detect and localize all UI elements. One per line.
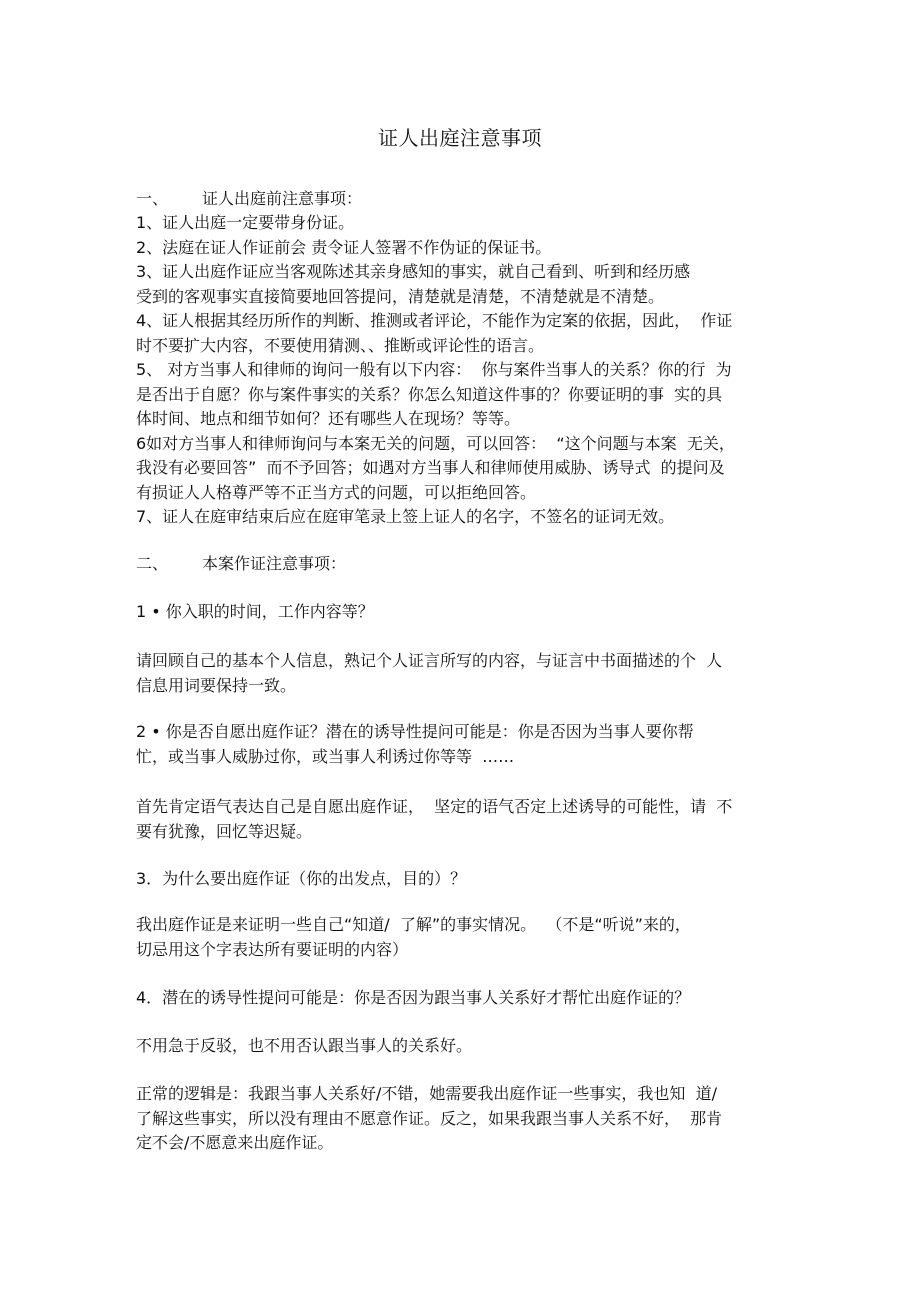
section1-line: 4、证人根据其经历所作的判断、推测或者评论，不能作为定案的依据，因此， 作证 bbox=[136, 311, 733, 330]
section1-line: 体时间、地点和细节如何？还有哪些人在现场？等等。 bbox=[136, 409, 521, 428]
question-4: 4．潜在的诱导性提问可能是：你是否因为跟当事人关系好才帮忙出庭作证的？ bbox=[136, 988, 691, 1007]
answer-4-intro: 不用急于反驳，也不用否认跟当事人的关系好。 bbox=[136, 1036, 473, 1055]
question-2-line: 2 • 你是否自愿出庭作证？潜在的诱导性提问可能是：你是否因为当事人要你帮 bbox=[136, 722, 694, 741]
question-2-line: 忙，或当事人威胁过你，或当事人利诱过你等等 …… bbox=[136, 747, 515, 766]
section1-heading-line bbox=[136, 187, 796, 211]
section1-number: 一、 bbox=[136, 189, 169, 208]
section1-line: 7、证人在庭审结束后应在庭审笔录上签上证人的名字，不签名的证词无效。 bbox=[136, 507, 675, 526]
section1-line: 5、 对方当事人和律师的询问一般有以下内容： 你与案件当事人的关系？你的行 为 bbox=[136, 360, 732, 379]
question-3: 3．为什么要出庭作证（你的出发点，目的）？ bbox=[136, 869, 467, 888]
section1-heading: 证人出庭前注意事项： bbox=[202, 189, 363, 208]
answer-4-line: 定不会/不愿意来出庭作证。 bbox=[136, 1133, 334, 1152]
document-title: 证人出庭注意事项 bbox=[378, 126, 542, 150]
section1-line: 3、证人出庭作证应当客观陈述其亲身感知的事实，就自己看到、听到和经历感 bbox=[136, 262, 691, 281]
question-1: 1 • 你入职的时间，工作内容等？ bbox=[136, 602, 374, 621]
answer-4-line: 了解这些事实，所以没有理由不愿意作证。反之，如果我跟当事人关系不好， 那肯 bbox=[136, 1109, 723, 1128]
answer-3-line: 切忌用这个字表达所有要证明的内容） bbox=[136, 940, 409, 959]
section1-line: 时不要扩大内容，不要使用猜测、、推断或评论性的语言。 bbox=[136, 336, 545, 355]
answer-1-line: 信息用词要保持一致。 bbox=[136, 676, 297, 695]
section1-line: 受到的客观事实直接简要地回答提问，清楚就是清楚，不清楚就是不清楚。 bbox=[136, 287, 665, 306]
section1-line: 是否出于自愿？你与案件事实的关系？你怎么知道这件事的？你要证明的事 实的具 bbox=[136, 385, 723, 404]
section1-line: 1、证人出庭一定要带身份证。 bbox=[136, 213, 355, 232]
section1-line: 我没有必要回答” 而不予回答；如遇对方当事人和律师使用威胁、诱导式 的提问及 bbox=[136, 458, 725, 477]
answer-4-line: 正常的逻辑是：我跟当事人关系好/不错，她需要我出庭作证一些事实，我也知 道/ bbox=[136, 1084, 717, 1103]
section2-heading: 本案作证注意事项： bbox=[202, 554, 347, 573]
answer-1-line: 请回顾自己的基本个人信息，熟记个人证言所写的内容，与证言中书面描述的个 人 bbox=[136, 651, 723, 670]
answer-2-line: 要有犹豫，回忆等迟疑。 bbox=[136, 822, 313, 841]
section2-number: 二、 bbox=[136, 554, 169, 573]
answer-2-line: 首先肯定语气表达自己是自愿出庭作证， 坚定的语气否定上述诱导的可能性，请 不 bbox=[136, 797, 733, 816]
section1-line: 有损证人人格尊严等不正当方式的问题，可以拒绝回答。 bbox=[136, 483, 537, 502]
answer-3-line: 我出庭作证是来证明一些自己“知道/ 了解”的事实情况。 （不是“听说”来的， bbox=[136, 915, 691, 934]
section1-line: 6如对方当事人和律师询问与本案无关的问题，可以回答： “这个问题与本案 无关， bbox=[136, 434, 735, 453]
section2-heading-line bbox=[136, 552, 796, 576]
section1-line: 2、法庭在证人作证前会 责令证人签署不作伪证的保证书。 bbox=[136, 238, 552, 257]
